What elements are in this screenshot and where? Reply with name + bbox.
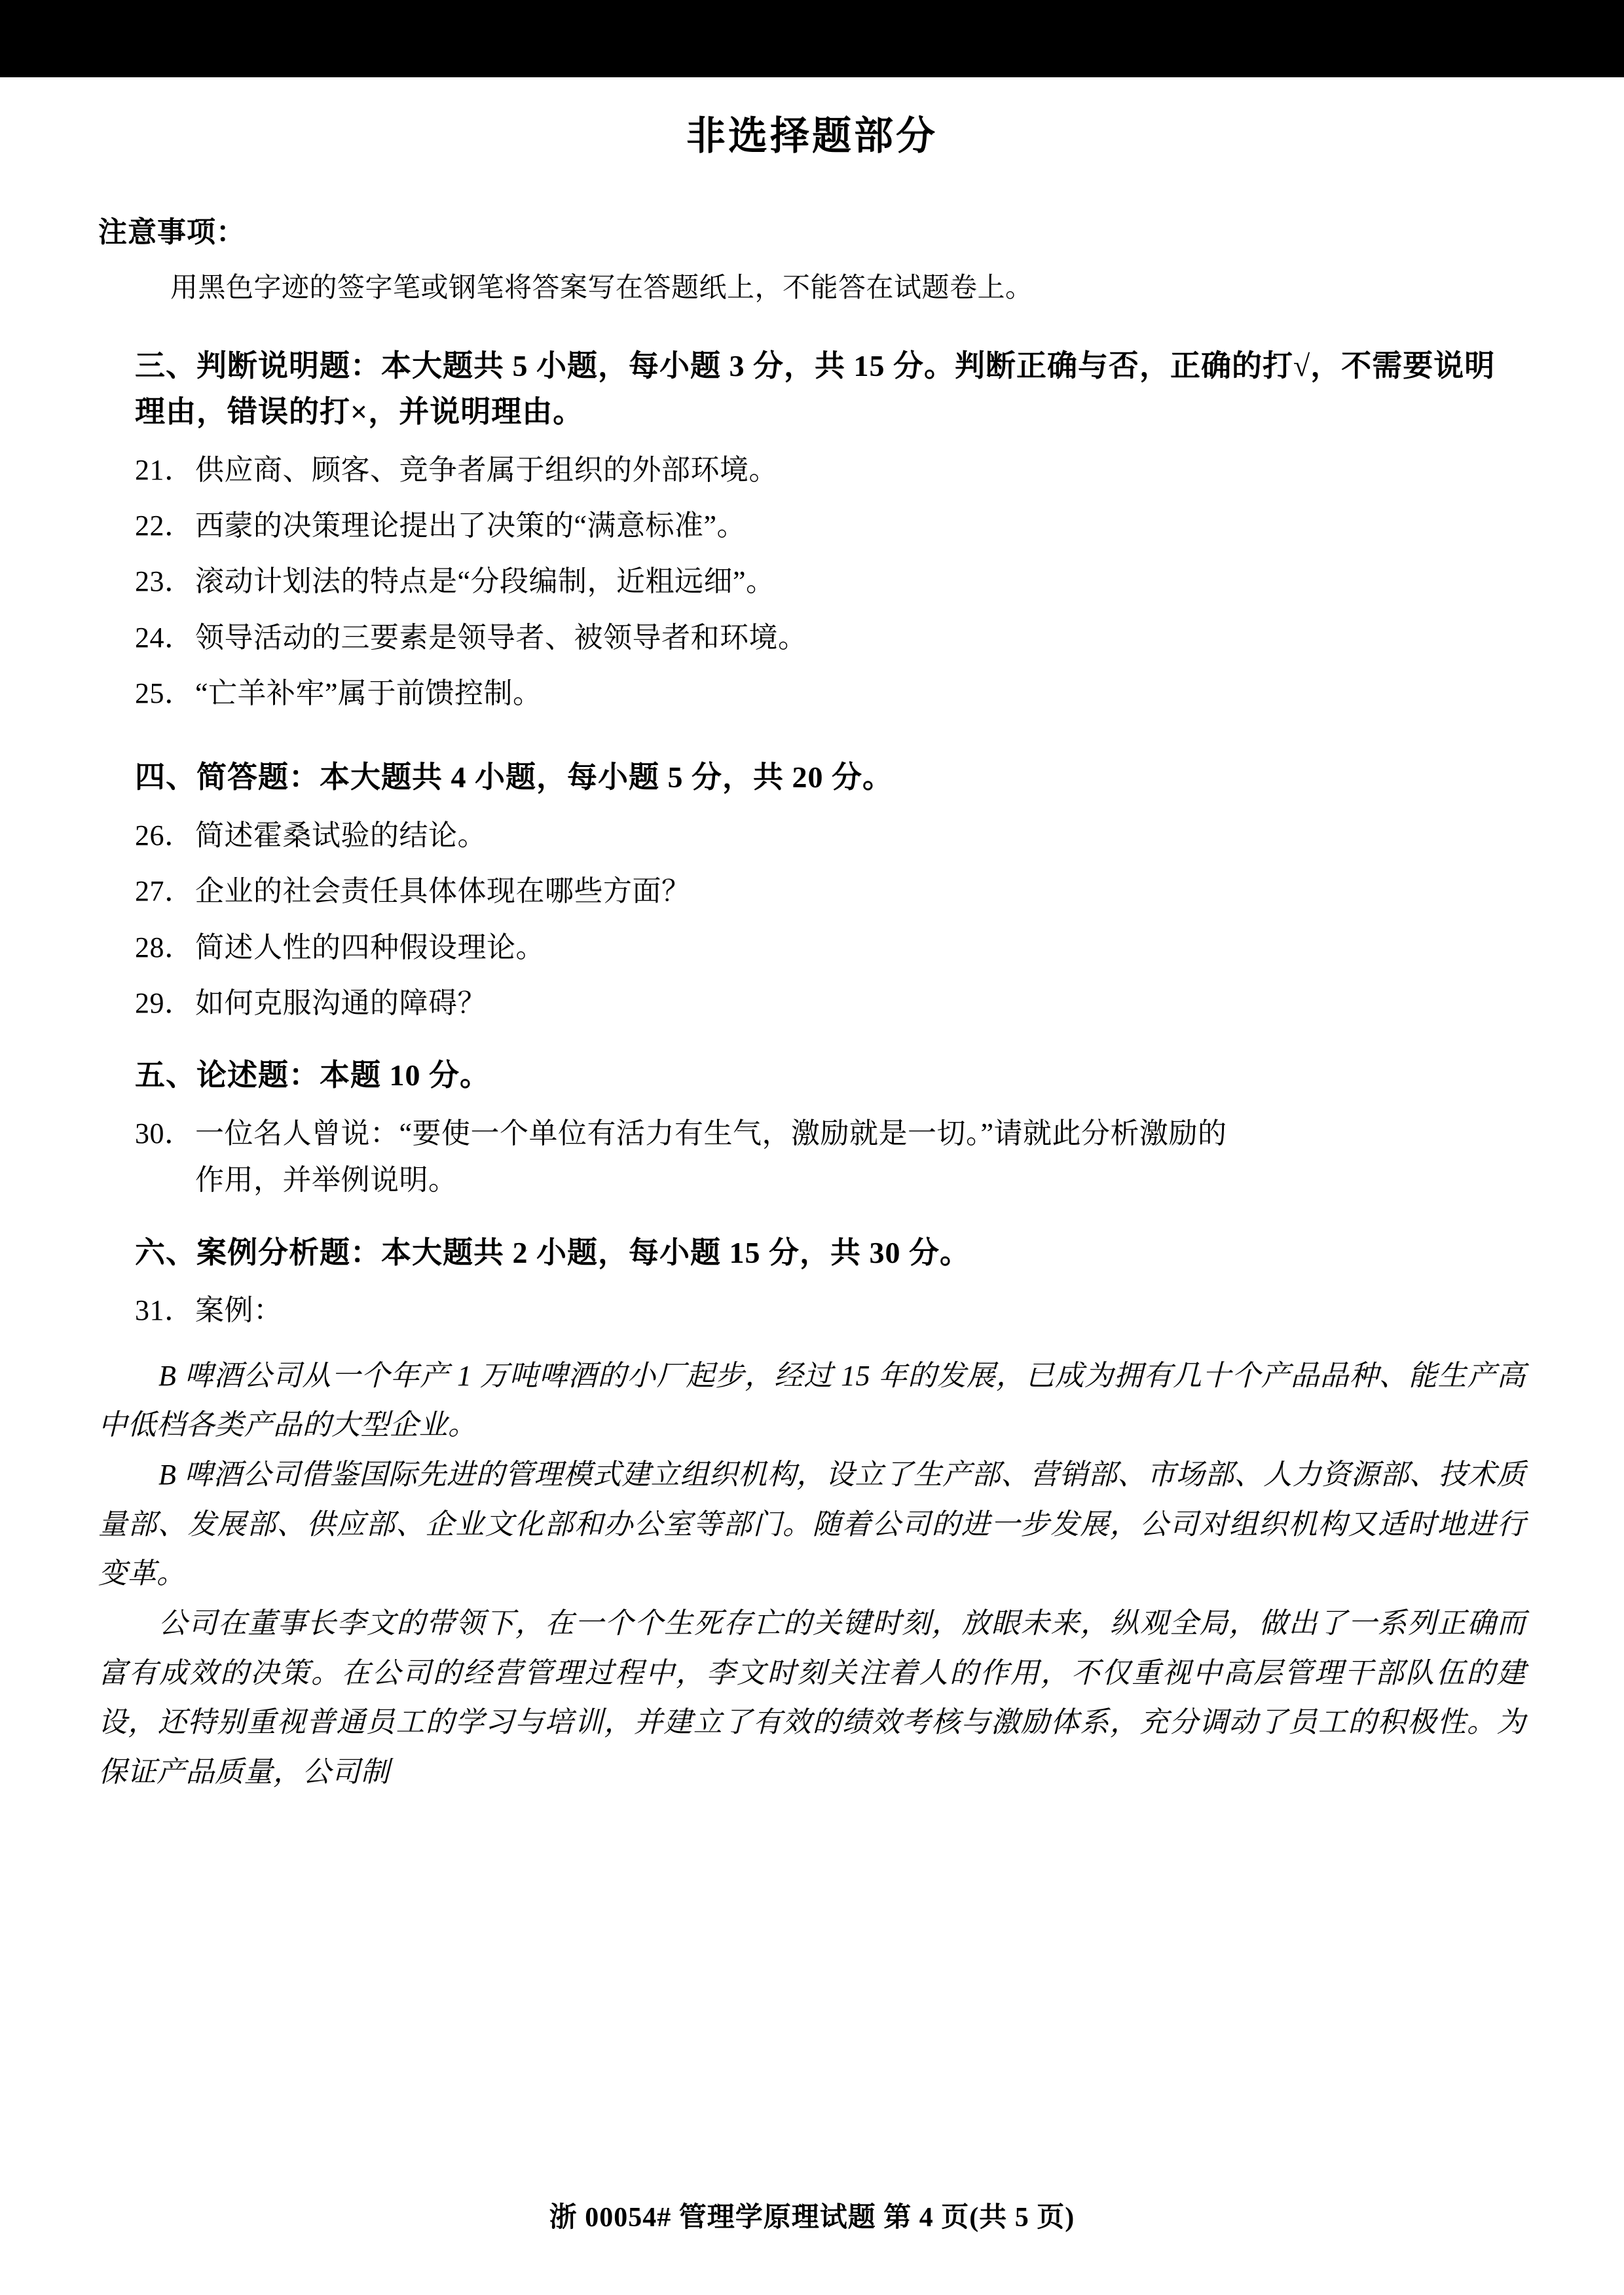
question-text-29: 如何克服沟通的障碍？ <box>195 986 487 1019</box>
question-text-27: 企业的社会责任具体体现在哪些方面？ <box>195 875 691 908</box>
question-number-21: 21． <box>135 453 194 486</box>
case-paragraph-2: B 啤酒公司借鉴国际先进的管理模式建立组织机构，设立了生产部、营销部、市场部、人力资源部、技术质量部、发展部、供应部、企业文化部和办公室等部门。随着公司的进一步发展，公司对组织机构又适时地进行变革。 <box>98 1459 1526 1590</box>
question-item-25 <box>98 670 1526 717</box>
question-number-31: 31． <box>135 1294 194 1327</box>
section-heading-6: 六、案例分析题：本大题共 2 小题，每小题 15 分，共 30 分。 <box>135 1235 970 1269</box>
question-number-24: 24． <box>135 621 194 654</box>
section-heading-3: 三、判断说明题：本大题共 5 小题，每小题 3 分，共 15 分。判断正确与否，正确的打√，不需要说明理由，错误的打×，并说明理由。 <box>135 349 1496 428</box>
section-heading-5: 五、论述题：本题 10 分。 <box>135 1058 490 1092</box>
question-text-24: 领导活动的三要素是领导者、被领导者和环境。 <box>195 621 807 654</box>
question-number-22: 22． <box>135 510 194 542</box>
section-spacer <box>98 1213 1526 1230</box>
question-item-31 <box>98 1287 1526 1334</box>
question-text-22: 西蒙的决策理论提出了决策的“满意标准”。 <box>195 510 747 542</box>
question-item-30 <box>98 1110 1526 1204</box>
question-number-27: 27． <box>135 875 194 908</box>
question-number-30: 30． <box>135 1117 194 1150</box>
question-number-28: 28． <box>135 931 194 963</box>
page-footer: 浙 00054# 管理学原理试题 第 4 页(共 5 页) <box>549 2203 1075 2233</box>
section-heading-4: 四、简答题：本大题共 4 小题，每小题 5 分，共 20 分。 <box>135 760 893 794</box>
case-paragraph-3: 公司在董事长李文的带领下，在一个个生死存亡的关键时刻，放眼未来，纵观全局，做出了一系列正确而富有成效的决策。在公司的经营管理过程中，李文时刻关注着人的作用，不仅重视中高层管理干部队伍的建设，还特别重视普通员工的学习与培训，并建立了有效的绩效考核与激励体系，充分调动了员工的积极性。为保证产品质量，公司制 <box>98 1607 1526 1789</box>
page-content <box>98 0 1526 1797</box>
page-title: 非选择题部分 <box>686 115 938 158</box>
notice-text: 用黑色字迹的签字笔或钢笔将答案写在答题纸上，不能答在试题卷上。 <box>170 273 1033 303</box>
section-spacer <box>98 1036 1526 1053</box>
question-item-23 <box>98 558 1526 605</box>
question-item-21 <box>98 447 1526 493</box>
question-text-26: 简述霍桑试验的结论。 <box>195 819 487 852</box>
question-text-30-continued: 作用，并举例说明。 <box>195 1164 458 1197</box>
question-item-26 <box>98 812 1526 859</box>
case-spacer <box>98 1343 1526 1351</box>
question-number-23: 23． <box>135 565 194 598</box>
question-item-28 <box>98 924 1526 971</box>
question-text-28: 简述人性的四种假设理论。 <box>195 931 545 963</box>
question-text-30: 一位名人曾说：“要使一个单位有活力有生气，激励就是一切。”请就此分析激励的 <box>195 1117 1227 1150</box>
question-item-29 <box>98 980 1526 1026</box>
question-text-21: 供应商、顾客、竞争者属于组织的外部环境。 <box>195 453 778 486</box>
question-number-25: 25． <box>135 677 194 709</box>
question-item-27 <box>98 868 1526 914</box>
question-number-26: 26． <box>135 819 194 852</box>
notice-label: 注意事项： <box>98 216 246 248</box>
question-item-24 <box>98 614 1526 661</box>
case-paragraph-1: B 啤酒公司从一个年产 1 万吨啤酒的小厂起步，经过 15 年的发展，已成为拥有几十个产品品种、能生产高中低档各类产品的大型企业。 <box>98 1359 1526 1442</box>
question-text-25: “亡羊补牢”属于前馈控制。 <box>195 677 542 709</box>
question-number-29: 29． <box>135 986 194 1019</box>
question-text-23: 滚动计划法的特点是“分段编制，近粗远细”。 <box>195 565 775 598</box>
question-item-22 <box>98 502 1526 549</box>
section-spacer <box>98 726 1526 755</box>
question-text-31: 案例： <box>195 1294 283 1327</box>
